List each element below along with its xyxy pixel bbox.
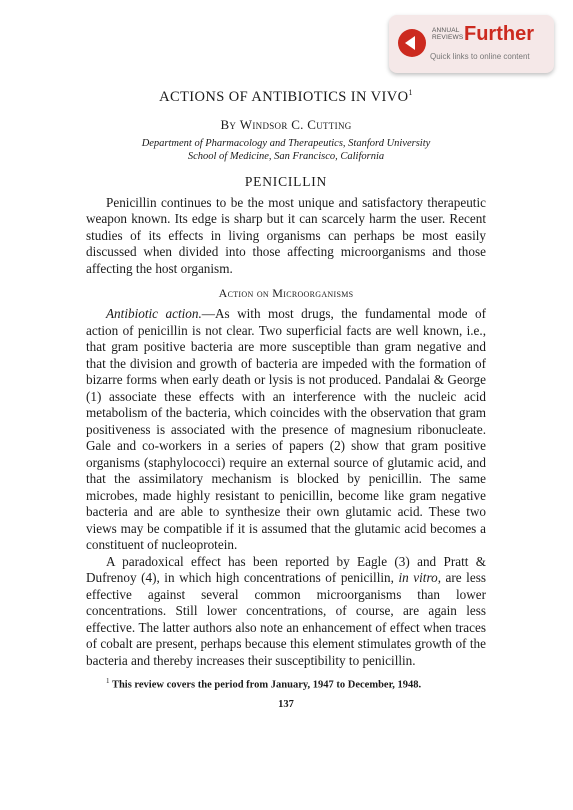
footnote	[86, 677, 486, 691]
body-paragraph-2	[86, 554, 486, 670]
page-number: 137	[278, 698, 294, 710]
intro-paragraph: Penicillin continues to be the most unique and satisfactory therapeutic weapon known. Its edge is sharp but it can scarcely harm the user. Recent studies of its effects in living organisms can perhaps be most easily discussed when divided into those affecting microorganisms and those affecting the host organism.	[86, 194, 486, 276]
badge-title: Further	[464, 23, 534, 45]
article-title-text: ACTIONS OF ANTIBIOTICS IN VIVO	[159, 88, 409, 105]
annual-reviews-logo-icon	[398, 29, 426, 57]
body-paragraph-1	[86, 306, 486, 554]
author-name: Windsor C. Cutting	[239, 116, 352, 132]
affiliation-line-2: School of Medicine, San Francisco, California	[187, 150, 385, 162]
paragraph-2-start: A paradoxical effect has been reported by Eagle (3) and Pratt & Dufrenoy (4), in which high concentrations of penicillin,	[86, 553, 486, 586]
badge-subtitle: Quick links to online content	[430, 52, 530, 61]
article-page	[86, 80, 486, 710]
further-badge[interactable]	[389, 15, 554, 73]
affiliation-line-1: Department of Pharmacology and Therapeutics, Stanford University	[141, 137, 431, 149]
author-prefix: By	[220, 116, 237, 132]
author-line	[86, 117, 486, 133]
paragraph-2-end: , are less effective against several common microorganisms than lower concentrations. Still lower concentrations, of course, are again less effective. The latter authors also note an enhancement of effect when traces of cobalt are present, perhaps because this element stimulates growth of the bacteria and thereby increases their susceptibility to penicillin.	[86, 570, 486, 668]
title-footnote-mark: 1	[408, 88, 413, 97]
section-heading: PENICILLIN	[244, 173, 328, 189]
badge-brand-line1: ANNUAL	[432, 27, 460, 34]
affiliation	[86, 137, 486, 163]
footnote-text: This review covers the period from January, 1947 to December, 1948.	[111, 679, 422, 691]
badge-brand-line2: REVIEWS	[432, 34, 464, 41]
paragraph-2-italic: in vitro	[398, 570, 438, 586]
subsection-heading: Action on Microorganisms	[218, 286, 354, 301]
footnote-mark: 1	[106, 677, 110, 686]
badge-brand	[432, 27, 462, 41]
paragraph-1-body: —As with most drugs, the fundamental mode of action of penicillin is not clear. Two superficial facts are well known, i.e., that gram positive bacteria are more susceptible than gram negative and that the division and growth of bacteria are impeded with the formation of bizarre forms when early death or lysis is not produced. Pandalai & George (1) associate these effects with an interference with the nucleic acid metabolism of the bacteria, which coincides with the observation that gram positiveness is associated with the presence of magnesium ribonucleate. Gale and co-workers in a series of papers (2) show that gram positive organisms (staphylococci) require an external source of glutamic acid, and that the assimilatory mechanism is blocked by penicillin. The same microbes, made highly resistant to penicillin, become like gram negative bacteria and are able to synthesize their own glutamic acid. These two views may be compatible if it is assumed that the glutamic acid becomes a constituent of nucleoprotein.	[86, 306, 486, 553]
paragraph-lead: Antibiotic action.	[106, 306, 202, 322]
article-title	[86, 84, 486, 106]
